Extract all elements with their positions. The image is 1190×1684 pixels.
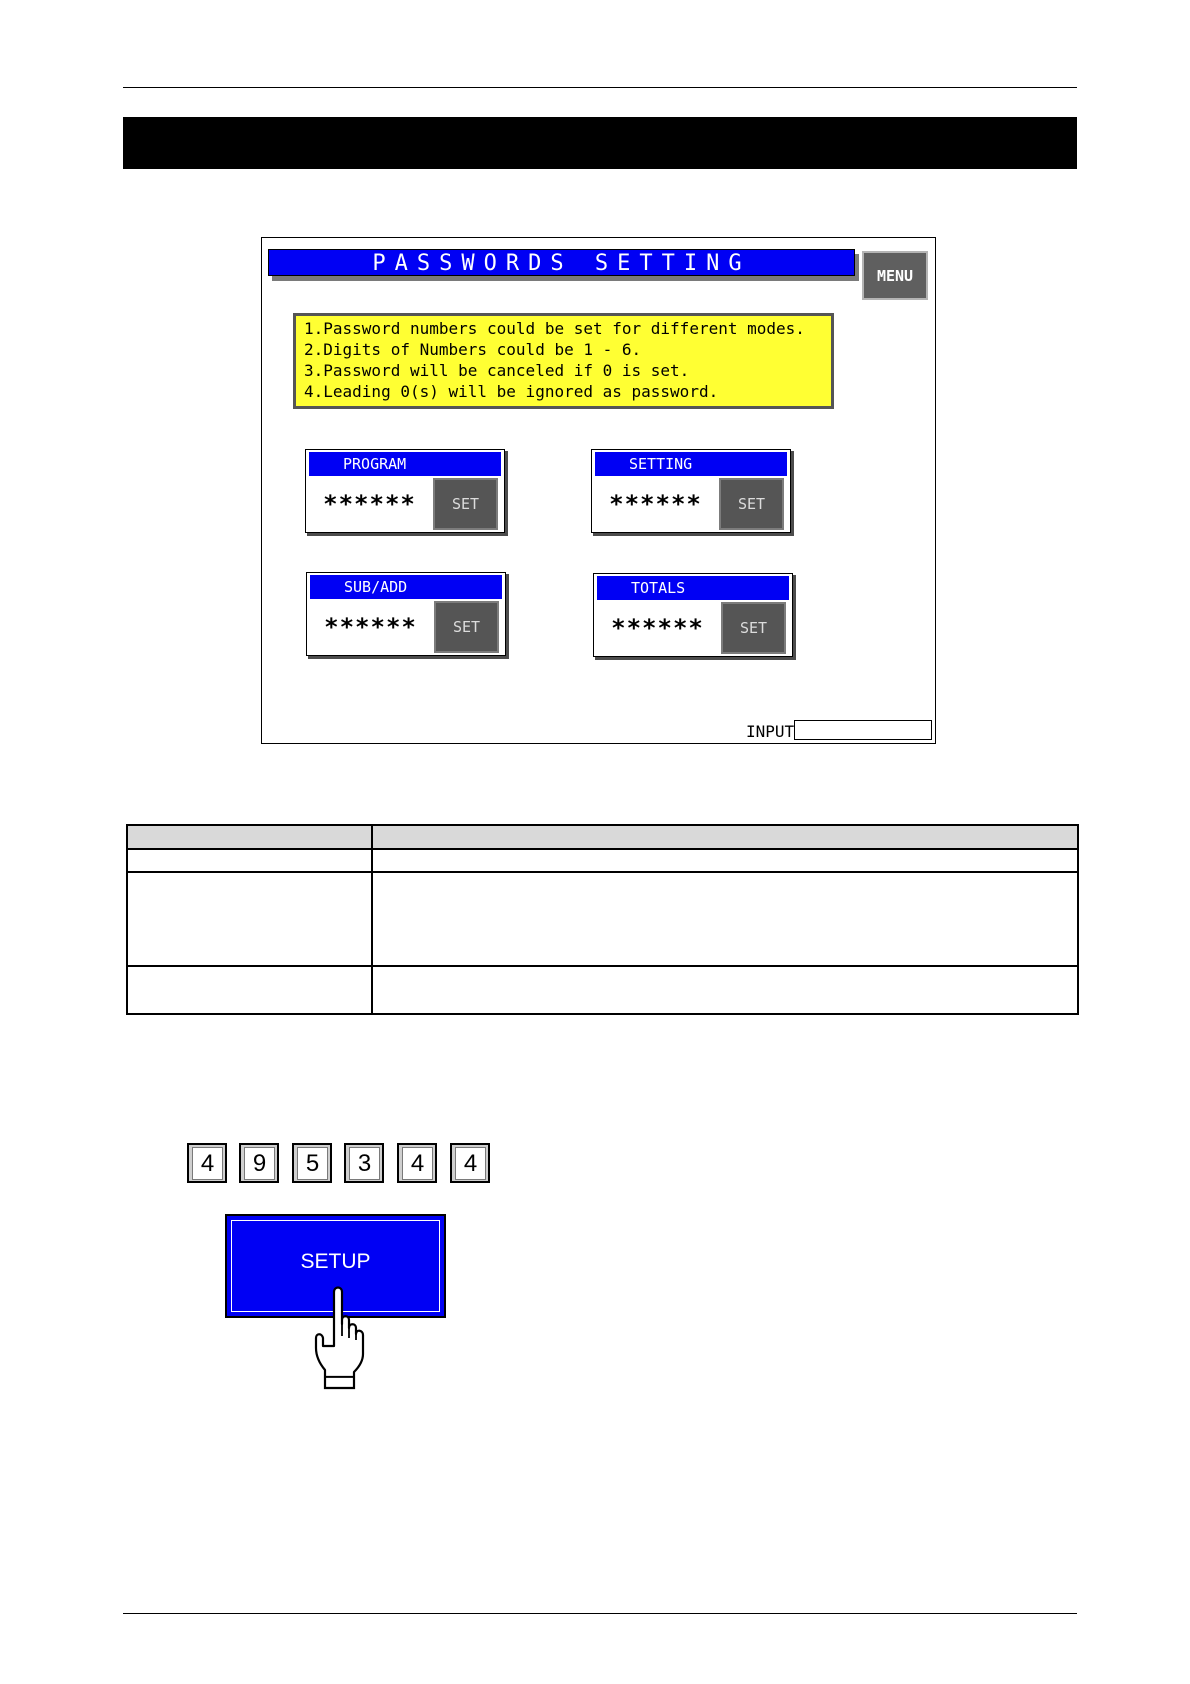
setting-password-value[interactable]: ****** bbox=[597, 480, 714, 528]
bottom-rule bbox=[123, 1613, 1077, 1614]
setting-password-card bbox=[591, 449, 791, 533]
table-cell bbox=[127, 966, 372, 1014]
program-password-card bbox=[305, 449, 505, 533]
top-rule bbox=[123, 87, 1077, 88]
info-line: 3.Password will be canceled if 0 is set. bbox=[304, 361, 690, 380]
totals-set-button[interactable]: SET bbox=[721, 602, 786, 654]
table-cell bbox=[372, 966, 1078, 1014]
passwords-setting-screen bbox=[261, 237, 936, 744]
table-cell bbox=[372, 849, 1078, 872]
subadd-password-card bbox=[306, 572, 506, 656]
table-cell bbox=[127, 849, 372, 872]
key-9[interactable]: 9 bbox=[239, 1143, 279, 1183]
info-line: 1.Password numbers could be set for different modes. bbox=[304, 319, 805, 338]
key-4[interactable]: 4 bbox=[450, 1143, 490, 1183]
key-4[interactable]: 4 bbox=[397, 1143, 437, 1183]
table-cell bbox=[372, 872, 1078, 966]
program-password-value[interactable]: ****** bbox=[311, 480, 428, 528]
table-cell bbox=[127, 872, 372, 966]
section-header-bar bbox=[123, 117, 1077, 169]
screen-title: PASSWORDS SETTING bbox=[268, 249, 855, 276]
table-header-cell bbox=[127, 825, 372, 849]
setup-button-label: SETUP bbox=[300, 1250, 371, 1273]
subadd-password-value[interactable]: ****** bbox=[312, 603, 429, 651]
input-label: INPUT bbox=[746, 722, 795, 741]
pointing-hand-icon bbox=[312, 1284, 372, 1390]
subadd-label: SUB/ADD bbox=[310, 575, 502, 599]
info-line: 4.Leading 0(s) will be ignored as password. bbox=[304, 382, 719, 401]
totals-password-value[interactable]: ****** bbox=[599, 604, 716, 652]
key-3[interactable]: 3 bbox=[344, 1143, 384, 1183]
key-5[interactable]: 5 bbox=[292, 1143, 332, 1183]
info-box bbox=[293, 313, 834, 409]
subadd-set-button[interactable]: SET bbox=[434, 601, 499, 653]
spec-table bbox=[126, 824, 1079, 1015]
key-4[interactable]: 4 bbox=[187, 1143, 227, 1183]
table-row bbox=[127, 966, 1078, 1014]
table-row bbox=[127, 872, 1078, 966]
setting-label: SETTING bbox=[595, 452, 787, 476]
totals-password-card bbox=[593, 573, 793, 657]
program-set-button[interactable]: SET bbox=[433, 478, 498, 530]
setting-set-button[interactable]: SET bbox=[719, 478, 784, 530]
table-row bbox=[127, 849, 1078, 872]
program-label: PROGRAM bbox=[309, 452, 501, 476]
table-header-cell bbox=[372, 825, 1078, 849]
table-header-row bbox=[127, 825, 1078, 849]
input-field[interactable] bbox=[794, 720, 932, 740]
totals-label: TOTALS bbox=[597, 576, 789, 600]
info-line: 2.Digits of Numbers could be 1 - 6. bbox=[304, 340, 642, 359]
menu-button[interactable]: MENU bbox=[862, 251, 928, 300]
